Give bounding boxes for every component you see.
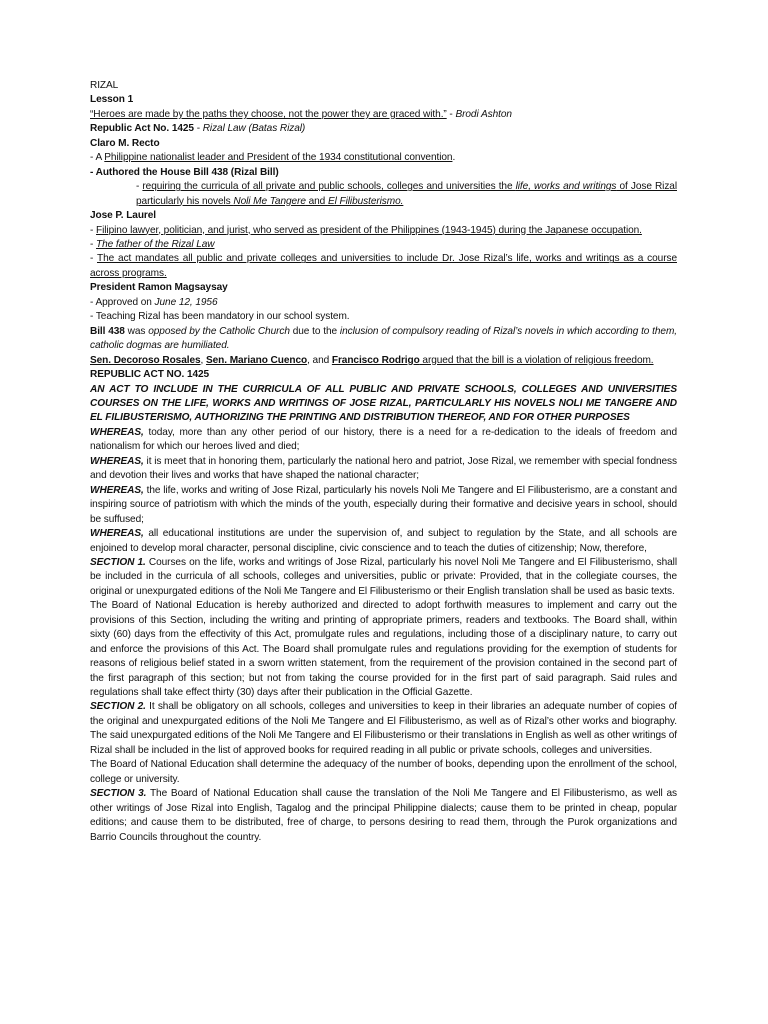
act-title: AN ACT TO INCLUDE IN THE CURRICULA OF ALL PUBLIC AND PRIVATE SCHOOLS, COLLEGES AND UNIVERSITIES COURSES ON THE LIFE, WORKS AND WRITINGS OF JOSE RIZAL, PARTICULARLY HIS NOVELS NOLI ME TANGERE AND EL FILIBUSTERISMO, AUTHORIZING THE PRINTING AND DISTRIBUTION THEREOF, AND FOR OTHER PURPOSES [90, 383, 677, 424]
laurel-bullet-2-prefix: - [90, 238, 97, 250]
whereas-clause-3 [90, 484, 677, 527]
magsaysay-heading: President Ramon Magsaysay [90, 282, 228, 294]
magsaysay-bullet-1 [90, 296, 677, 310]
senators-paragraph [90, 354, 677, 368]
recto-sub-f: El Filibusterismo. [327, 195, 404, 207]
whereas-text: it is meet that in honoring them, particularly the national hero and patriot, Jose Rizal, we remember with special fondness and devotion their lives and works that have shaped the national character; [90, 455, 677, 482]
quote-separator: - [446, 108, 456, 120]
section-2-label: SECTION 2. [90, 701, 146, 713]
bill-438-label: Bill 438 [90, 325, 125, 337]
section-3-label: SECTION 3. [90, 788, 147, 800]
laurel-bullet-1 [90, 224, 677, 238]
recto-bullet-1-text: Philippine nationalist leader and President of the 1934 constitutional convention [104, 152, 453, 164]
recto-sub-a: requiring the curricula of all private and public schools, colleges and universities the [142, 181, 516, 193]
recto-sub-text [136, 181, 677, 206]
laurel-bullet-3-prefix: - [90, 253, 97, 265]
recto-sub-prefix: - [136, 181, 143, 193]
section-3-text: The Board of National Education shall cause the translation of the Noli Me Tangere and El Filibusterismo, as well as other writings of Jose Rizal into English, Tagalog and the principal Philippine dialects; cause them to be printed in cheap, popular editions; and cause them to be distributed, free of charge, to persons desiring to read them, through the Purok organizations and Barrio Councils throughout the country. [90, 788, 677, 843]
magsaysay-bullet-1-prefix: - Approved on [90, 296, 155, 308]
laurel-heading: Jose P. Laurel [90, 210, 157, 222]
document-page [90, 79, 677, 845]
board-paragraph-2: The Board of National Education shall determine the adequacy of the number of books, depending upon the enrollment of the school, college or university. [90, 759, 677, 785]
laurel-bullet-2 [90, 238, 677, 252]
whereas-clause-4 [90, 527, 677, 556]
whereas-clause-1 [90, 426, 677, 455]
section-2-text: It shall be obligatory on all schools, colleges and universities to keep in their libraries an adequate number of copies of the original and unexpurgated editions of the Noli Me Tangere and El Filibusterismo, as well as of Rizal’s other works and biography. The said unexpurgated editions of the Noli Me Tangere and El Filibusterismo or their translations in English as well as other writings of Rizal shall be included in the list of approved books for required reading in all public or private schools, colleges and universities. [90, 701, 677, 756]
laurel-bullet-1-text: Filipino lawyer, politician, and jurist, who served as president of the Philippines (1943-1945) during the Japanese occupation. [96, 224, 642, 236]
senators-argument: argued that the bill is a violation of religious freedom. [419, 354, 654, 366]
recto-sub-d: Noli Me Tangere [233, 195, 306, 207]
bill-text-4: inclusion of compulsory reading of Rizal’s novels in which according to them, catholic dogmas are humiliated. [90, 325, 677, 352]
recto-sub-bullet [90, 180, 677, 209]
senators-comma-2: , and [307, 354, 332, 366]
magsaysay-bullet-2: - Teaching Rizal has been mandatory in our school system. [90, 311, 350, 323]
laurel-bullet-2-italic: The father of the Rizal Law [96, 238, 215, 250]
quote-author: Brodi Ashton [455, 108, 512, 120]
quote-text: “Heroes are made by the paths they choose, not the power they are graced with.” [90, 108, 447, 120]
senator-rodrigo: Francisco Rodrigo [331, 354, 420, 366]
republic-act-separator: - [193, 123, 203, 135]
republic-act-name: Rizal Law (Batas Rizal) [202, 123, 306, 135]
whereas-text: the life, works and writing of Jose Rizal, particularly his novels Noli Me Tangere and El Filibusterismo, are a constant and inspiring source of patriotism with which the minds of the youth, especially during their formative and decisive years in school, should be suffused; [90, 484, 677, 525]
bill-text-3: due to the [289, 325, 340, 337]
bill-text-2: opposed by the Catholic Church [148, 325, 290, 337]
section-1-label: SECTION 1. [90, 556, 146, 568]
whereas-clause-2 [90, 455, 677, 484]
laurel-bullet-1-prefix: - [90, 224, 97, 236]
section-1-paragraph [90, 556, 677, 599]
quote-line [90, 108, 677, 122]
section-2-paragraph [90, 700, 677, 758]
recto-sub-b: life, works and writings [515, 181, 617, 193]
whereas-text: today, more than any other period of our history, there is a need for a re-dedication to the ideals of freedom and nationalism for which our heroes lived and died; [90, 426, 677, 453]
board-paragraph-1: The Board of National Education is hereby authorized and directed to adopt forthwith measures to implement and carry out the provisions of this Section, including the writing and printing of appropriate primers, readers and textbooks. The Board shall, within sixty (60) days from the effectivity of this Act, promulgate rules and regulations, including those of a disciplinary nature, to carry out and enforce the provisions of this Act. The Board shall promulgate rules and regulations providing for the exemption of students for reasons of religious belief stated in a sworn written statement, from the requirement of the provision contained in the second part of the first paragraph of this section; but not from taking the course provided for in the first part of said paragraph. Said rules and regulations shall take effect thirty (30) days after their publication in the Official Gazette. [90, 600, 677, 699]
recto-bullet-1 [90, 151, 677, 165]
lesson-heading: Lesson 1 [90, 94, 134, 106]
recto-heading: Claro M. Recto [90, 137, 160, 149]
whereas-label: WHEREAS, [90, 484, 144, 496]
section-3-paragraph [90, 787, 677, 845]
bill-text-1: was [124, 325, 149, 337]
republic-act-heading: REPUBLIC ACT NO. 1425 [90, 369, 210, 381]
magsaysay-approval-date: June 12, 1956 [154, 296, 218, 308]
recto-bullet-1-suffix: . [452, 152, 456, 164]
whereas-label: WHEREAS, [90, 426, 144, 438]
laurel-bullet-3 [90, 252, 677, 281]
recto-sub-e: and [305, 195, 328, 207]
recto-bullet-1-prefix: - A [90, 152, 105, 164]
republic-act-line [90, 122, 677, 136]
recto-sub-c: of Jose Rizal particularly his novels [136, 181, 677, 207]
laurel-bullet-2-text [96, 239, 214, 250]
whereas-label: WHEREAS, [90, 528, 144, 540]
whereas-label: WHEREAS, [90, 455, 144, 467]
whereas-text: all educational institutions are under the supervision of, and subject to regulation by the State, and all schools are enjoined to develop moral character, personal discipline, civic conscience and to teach the duties of citizenship; Now, therefore, [90, 528, 677, 554]
bill-438-paragraph [90, 325, 677, 354]
senator-cuenco: Sen. Mariano Cuenco [205, 354, 308, 366]
recto-bullet-2: - Authored the House Bill 438 (Rizal Bill) [90, 166, 279, 178]
doc-title: RIZAL [90, 80, 119, 91]
section-1-text: Courses on the life, works and writings of Jose Rizal, particularly his novel Noli Me Tangere and El Filibusterismo, shall be included in the curricula of all schools, colleges and universities, public or private: Provided, that in the collegiate courses, the original or unexpurgated editions of the Noli Me Tangere and El Filibusterismo or their English translation shall be used as basic texts. [90, 556, 677, 597]
senator-rosales: Sen. Decoroso Rosales [90, 354, 201, 366]
republic-act-label: Republic Act No. 1425 [90, 123, 194, 135]
senators-comma-1: , [200, 354, 206, 366]
laurel-bullet-3-text: The act mandates all public and private colleges and universities to include Dr. Jose Rizal’s life, works and writings as a course across programs. [90, 253, 677, 279]
